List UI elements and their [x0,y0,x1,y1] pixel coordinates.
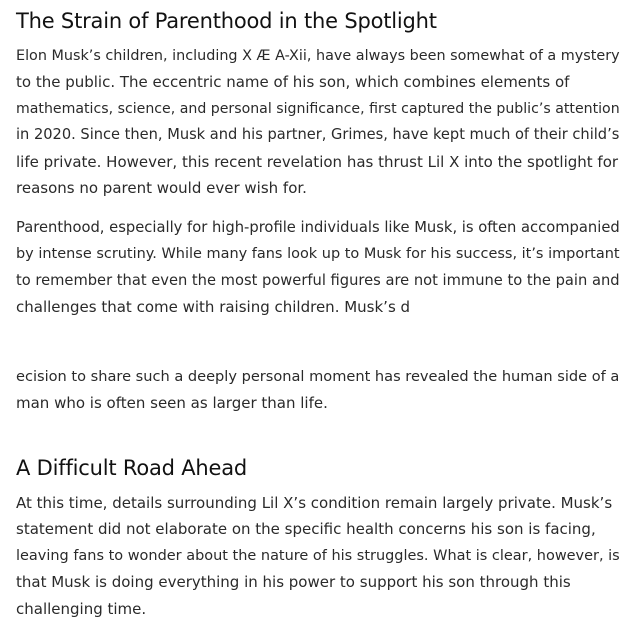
paragraph-line: to remember that even the most powerful figures are not immune to the pain and [16,271,620,289]
paragraph-parenthood-scrutiny [16,215,620,321]
paragraph-line: Elon Musk’s children, including X Æ A-Xii, have always been somewhat of a mystery [16,48,620,64]
paragraph-line: Parenthood, especially for high-profile individuals like Musk, is often accompanied [16,219,620,236]
section-heading-difficult-road: A Difficult Road Ahead [16,456,248,480]
paragraph-line: challenging time. [16,599,147,618]
paragraph-line: challenges that come with raising children. Musk’s d [16,298,411,317]
paragraph-line: ecision to share such a deeply personal moment has revealed the human side of a [16,368,620,385]
paragraph-line: At this time, details surrounding Lil X’s condition remain largely private. Musk’s [16,494,613,512]
paragraph-line: in 2020. Since then, Musk and his partner, Grimes, have kept much of their child’s [16,126,620,144]
paragraph-human-side [16,364,619,417]
paragraph-line: that Musk is doing everything in his power to support his son through this [16,573,571,592]
paragraph-children-mystery [16,43,620,201]
paragraph-line: statement did not elaborate on the specific health concerns his son is facing, [16,520,596,539]
paragraph-line: leaving fans to wonder about the nature of his struggles. What is clear, however, is [16,547,620,564]
paragraph-line: to the public. The eccentric name of his son, which combines elements of [16,73,570,92]
section-heading-strain-of-parenthood: The Strain of Parenthood in the Spotlight [16,9,437,33]
paragraph-line: mathematics, science, and personal significance, first captured the public’s attention [16,100,620,117]
paragraph-line: by intense scrutiny. While many fans look up to Musk for his success, it’s important [16,246,620,263]
paragraph-line: man who is often seen as larger than life. [16,394,328,413]
paragraph-condition-private [16,490,620,622]
paragraph-line: reasons no parent would ever wish for. [16,179,307,198]
paragraph-line: life private. However, this recent revelation has thrust Lil X into the spotlight for [16,152,619,171]
